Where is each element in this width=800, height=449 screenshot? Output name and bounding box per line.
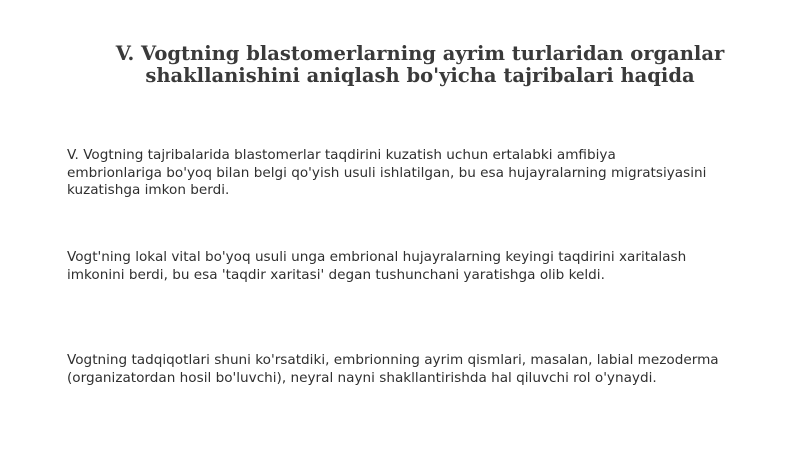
- slide-title: [60, 43, 780, 87]
- paragraph-staining-method: [67, 147, 767, 200]
- paragraph-fate-map: [67, 249, 767, 284]
- paragraph-line: Vogtning tadqiqotlari shuni ko'rsatdiki, embrionning ayrim qismlari, masalan, labial mezoderma: [67, 352, 719, 368]
- paragraph-line: (organizatordan hosil bo'luvchi), neyral nayni shakllantirishda hal qiluvchi rol o'ynaydi.: [67, 369, 657, 386]
- slide-title-line: V. Vogtning blastomerlarning ayrim turlaridan organlar: [115, 42, 725, 65]
- paragraph-line: embrionlariga bo'yoq bilan belgi qo'yish usuli ishlatilgan, bu esa hujayralarning migratsiyasini: [67, 164, 707, 181]
- paragraph-line: Vogt'ning lokal vital bo'yoq usuli unga embrional hujayralarning keyingi taqdirini xaritalash: [67, 249, 687, 265]
- slide-title-line: shakllanishini aniqlash bo'yicha tajribalari haqida: [145, 64, 695, 87]
- paragraph-line: imkonini berdi, bu esa 'taqdir xaritasi' degan tushunchani yaratishga olib keldi.: [67, 266, 605, 283]
- paragraph-line: kuzatishga imkon berdi.: [67, 182, 230, 198]
- paragraph-neural-tube: [67, 352, 767, 387]
- paragraph-line: V. Vogtning tajribalarida blastomerlar taqdirini kuzatish uchun ertalabki amfibiya: [67, 147, 616, 163]
